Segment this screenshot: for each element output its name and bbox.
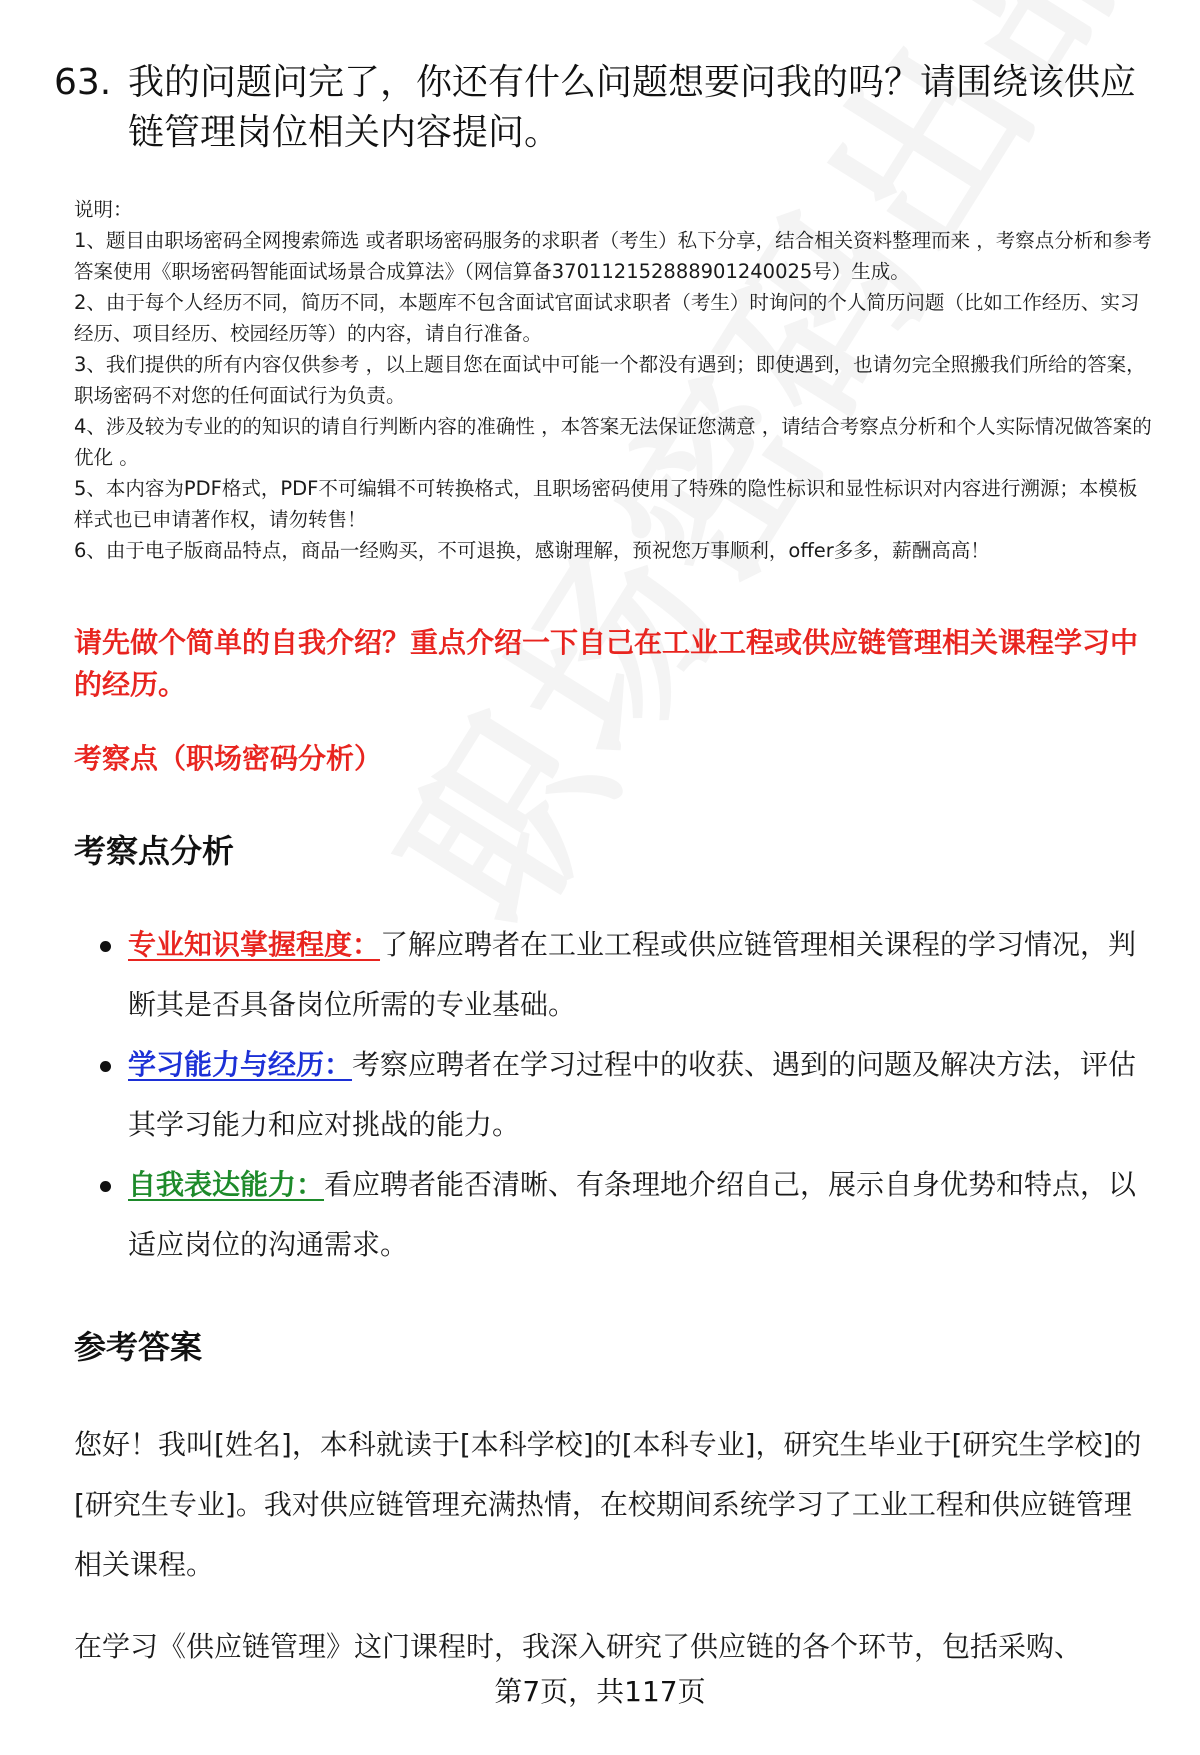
analysis-point (100, 1155, 1140, 1275)
analysis-heading: 考察点分析 (74, 832, 235, 870)
point-key: 学习能力与经历： (128, 1048, 353, 1081)
analysis-point (100, 915, 1140, 1035)
note-item: 6、由于电子版商品特点，商品一经购买，不可退换，感谢理解，预祝您万事顺利，offer多多，薪酬高高！ (74, 539, 990, 562)
answer-paragraph: 您好！我叫[姓名]，本科就读于[本科学校]的[本科专业]，研究生毕业于[研究生学校]的[研究生专业]。我对供应链管理充满热情，在校期间系统学习了工业工程和供应链管理相关课程。 (74, 1428, 1142, 1581)
analysis-point (100, 1035, 1140, 1155)
question-text: 我的问题问完了，你还有什么问题想要问我的吗？请围绕该供应链管理岗位相关内容提问。 (128, 62, 1137, 153)
note-item: 1、题目由职场密码全网搜索筛选 或者职场密码服务的求职者（考生）私下分享，结合相关资料整理而来 ，考察点分析和参考答案使用《职场密码智能面试场景合成算法》（网信算备370112152888901240025号）生成。 (74, 229, 1152, 283)
analysis-label: 考察点（职场密码分析） (74, 742, 383, 775)
point-key: 专业知识掌握程度： (128, 928, 381, 961)
page-number: 第7页，共117页 (494, 1675, 706, 1708)
note-item: 3、我们提供的所有内容仅供参考 ，以上题目您在面试中可能一个都没有遇到；即使遇到，也请勿完全照搬我们所给的答案，职场密码不对您的任何面试行为负责。 (74, 353, 1146, 407)
note-item: 4、涉及较为专业的的知识的请自行判断内容的准确性 ，本答案无法保证您满意 ，请结合考察点分析和个人实际情况做答案的优化 。 (74, 415, 1152, 469)
point-key: 自我表达能力： (128, 1168, 325, 1201)
answer-heading: 参考答案 (74, 1328, 203, 1366)
note-item: 5、本内容为PDF格式，PDF不可编辑不可转换格式，且职场密码使用了特殊的隐性标识和显性标识对内容进行溯源；本模板样式也已申请著作权，请勿转售！ (74, 477, 1138, 531)
note-item: 2、由于每个人经历不同，简历不同，本题库不包含面试官面试求职者（考生）时询问的个人简历问题（比如工作经历、实习经历、项目经历、校园经历等）的内容，请自行准备。 (74, 291, 1140, 345)
point-text: 考察应聘者在学习过程中的收获、遇到的问题及解决方法，评估其学习能力和应对挑战的能力。 (128, 1048, 1137, 1141)
interview-question: 请先做个简单的自我介绍？重点介绍一下自己在工业工程或供应链管理相关课程学习中的经历。 (74, 626, 1139, 701)
question-title (54, 58, 1154, 158)
disclaimer-notes (74, 194, 1154, 566)
point-text: 了解应聘者在工业工程或供应链管理相关课程的学习情况，判断其是否具备岗位所需的专业基础。 (128, 928, 1137, 1021)
answer-paragraph: 在学习《供应链管理》这门课程时，我深入研究了供应链的各个环节，包括采购、 (74, 1630, 1083, 1663)
notes-heading: 说明： (74, 198, 133, 221)
analysis-points (100, 915, 1140, 1275)
point-text: 看应聘者能否清晰、有条理地介绍自己，展示自身优势和特点，以适应岗位的沟通需求。 (128, 1168, 1137, 1261)
question-number: 63. (54, 62, 112, 103)
